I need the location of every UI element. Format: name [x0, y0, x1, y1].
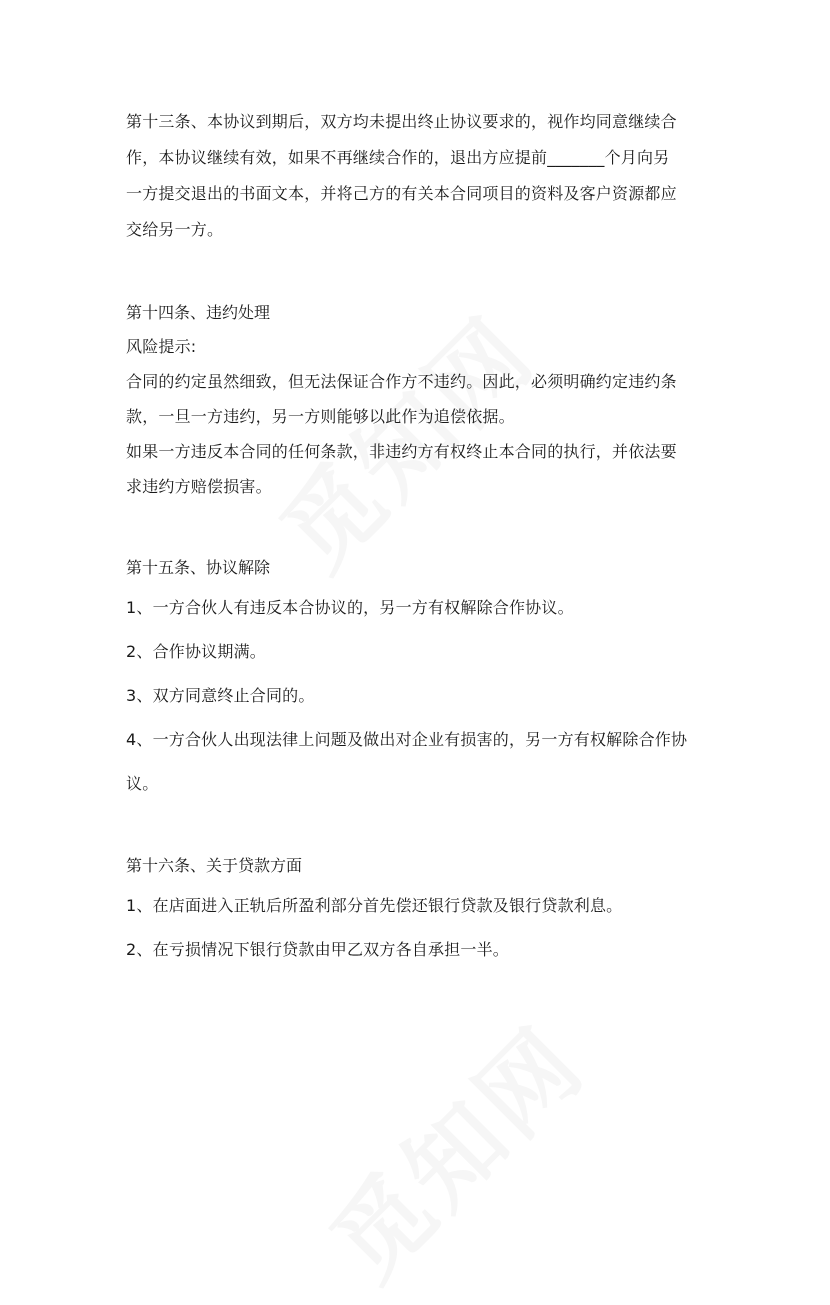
article-13-line: 作，本协议继续有效，如果不再继续合作的，退出方应提前_______个月向另: [126, 148, 670, 167]
article-14-line: 款，一旦一方违约，另一方则能够以此作为追偿依据。: [126, 407, 515, 426]
article-16-item: 2、在亏损情况下银行贷款由甲乙双方各自承担一半。: [126, 940, 509, 959]
article-16-heading: 第十六条、关于贷款方面: [126, 856, 303, 875]
article-16-item: 1、在店面进入正轨后所盈利部分首先偿还银行贷款及银行贷款利息。: [126, 896, 623, 915]
article-14-line: 求违约方赔偿损害。: [126, 477, 272, 496]
article-14: [126, 296, 716, 504]
watermark: [296, 992, 609, 1305]
article-14-line: 如果一方违反本合同的任何条款，非违约方有权终止本合同的执行，并依法要: [126, 442, 677, 461]
article-13-line: 一方提交退出的书面文本，并将己方的有关本合同项目的资料及客户资源都应: [126, 184, 677, 203]
article-15-item: 3、双方同意终止合同的。: [126, 686, 315, 705]
article-16: [126, 848, 716, 972]
article-14-heading: 第十四条、违约处理: [126, 303, 271, 322]
document-body: [126, 104, 716, 972]
article-15-heading: 第十五条、协议解除: [126, 558, 271, 577]
article-13-line: 交给另一方。: [126, 220, 224, 239]
article-15-item: 4、一方合伙人出现法律上问题及做出对企业有损害的，另一方有权解除合作协: [126, 730, 688, 749]
article-14-line: 合同的约定虽然细致，但无法保证合作方不违约。因此，必须明确约定违约条: [126, 372, 677, 391]
article-15: [126, 550, 716, 806]
article-13: [126, 104, 716, 248]
article-13-line: 第十三条、本协议到期后，双方均未提出终止协议要求的，视作均同意继续合: [126, 112, 677, 131]
article-15-item: 2、合作协议期满。: [126, 642, 266, 661]
article-15-item: 议。: [126, 774, 159, 793]
article-15-item: 1、一方合伙人有违反本合协议的，另一方有权解除合作协议。: [126, 598, 574, 617]
risk-label: 风险提示:: [126, 337, 197, 356]
